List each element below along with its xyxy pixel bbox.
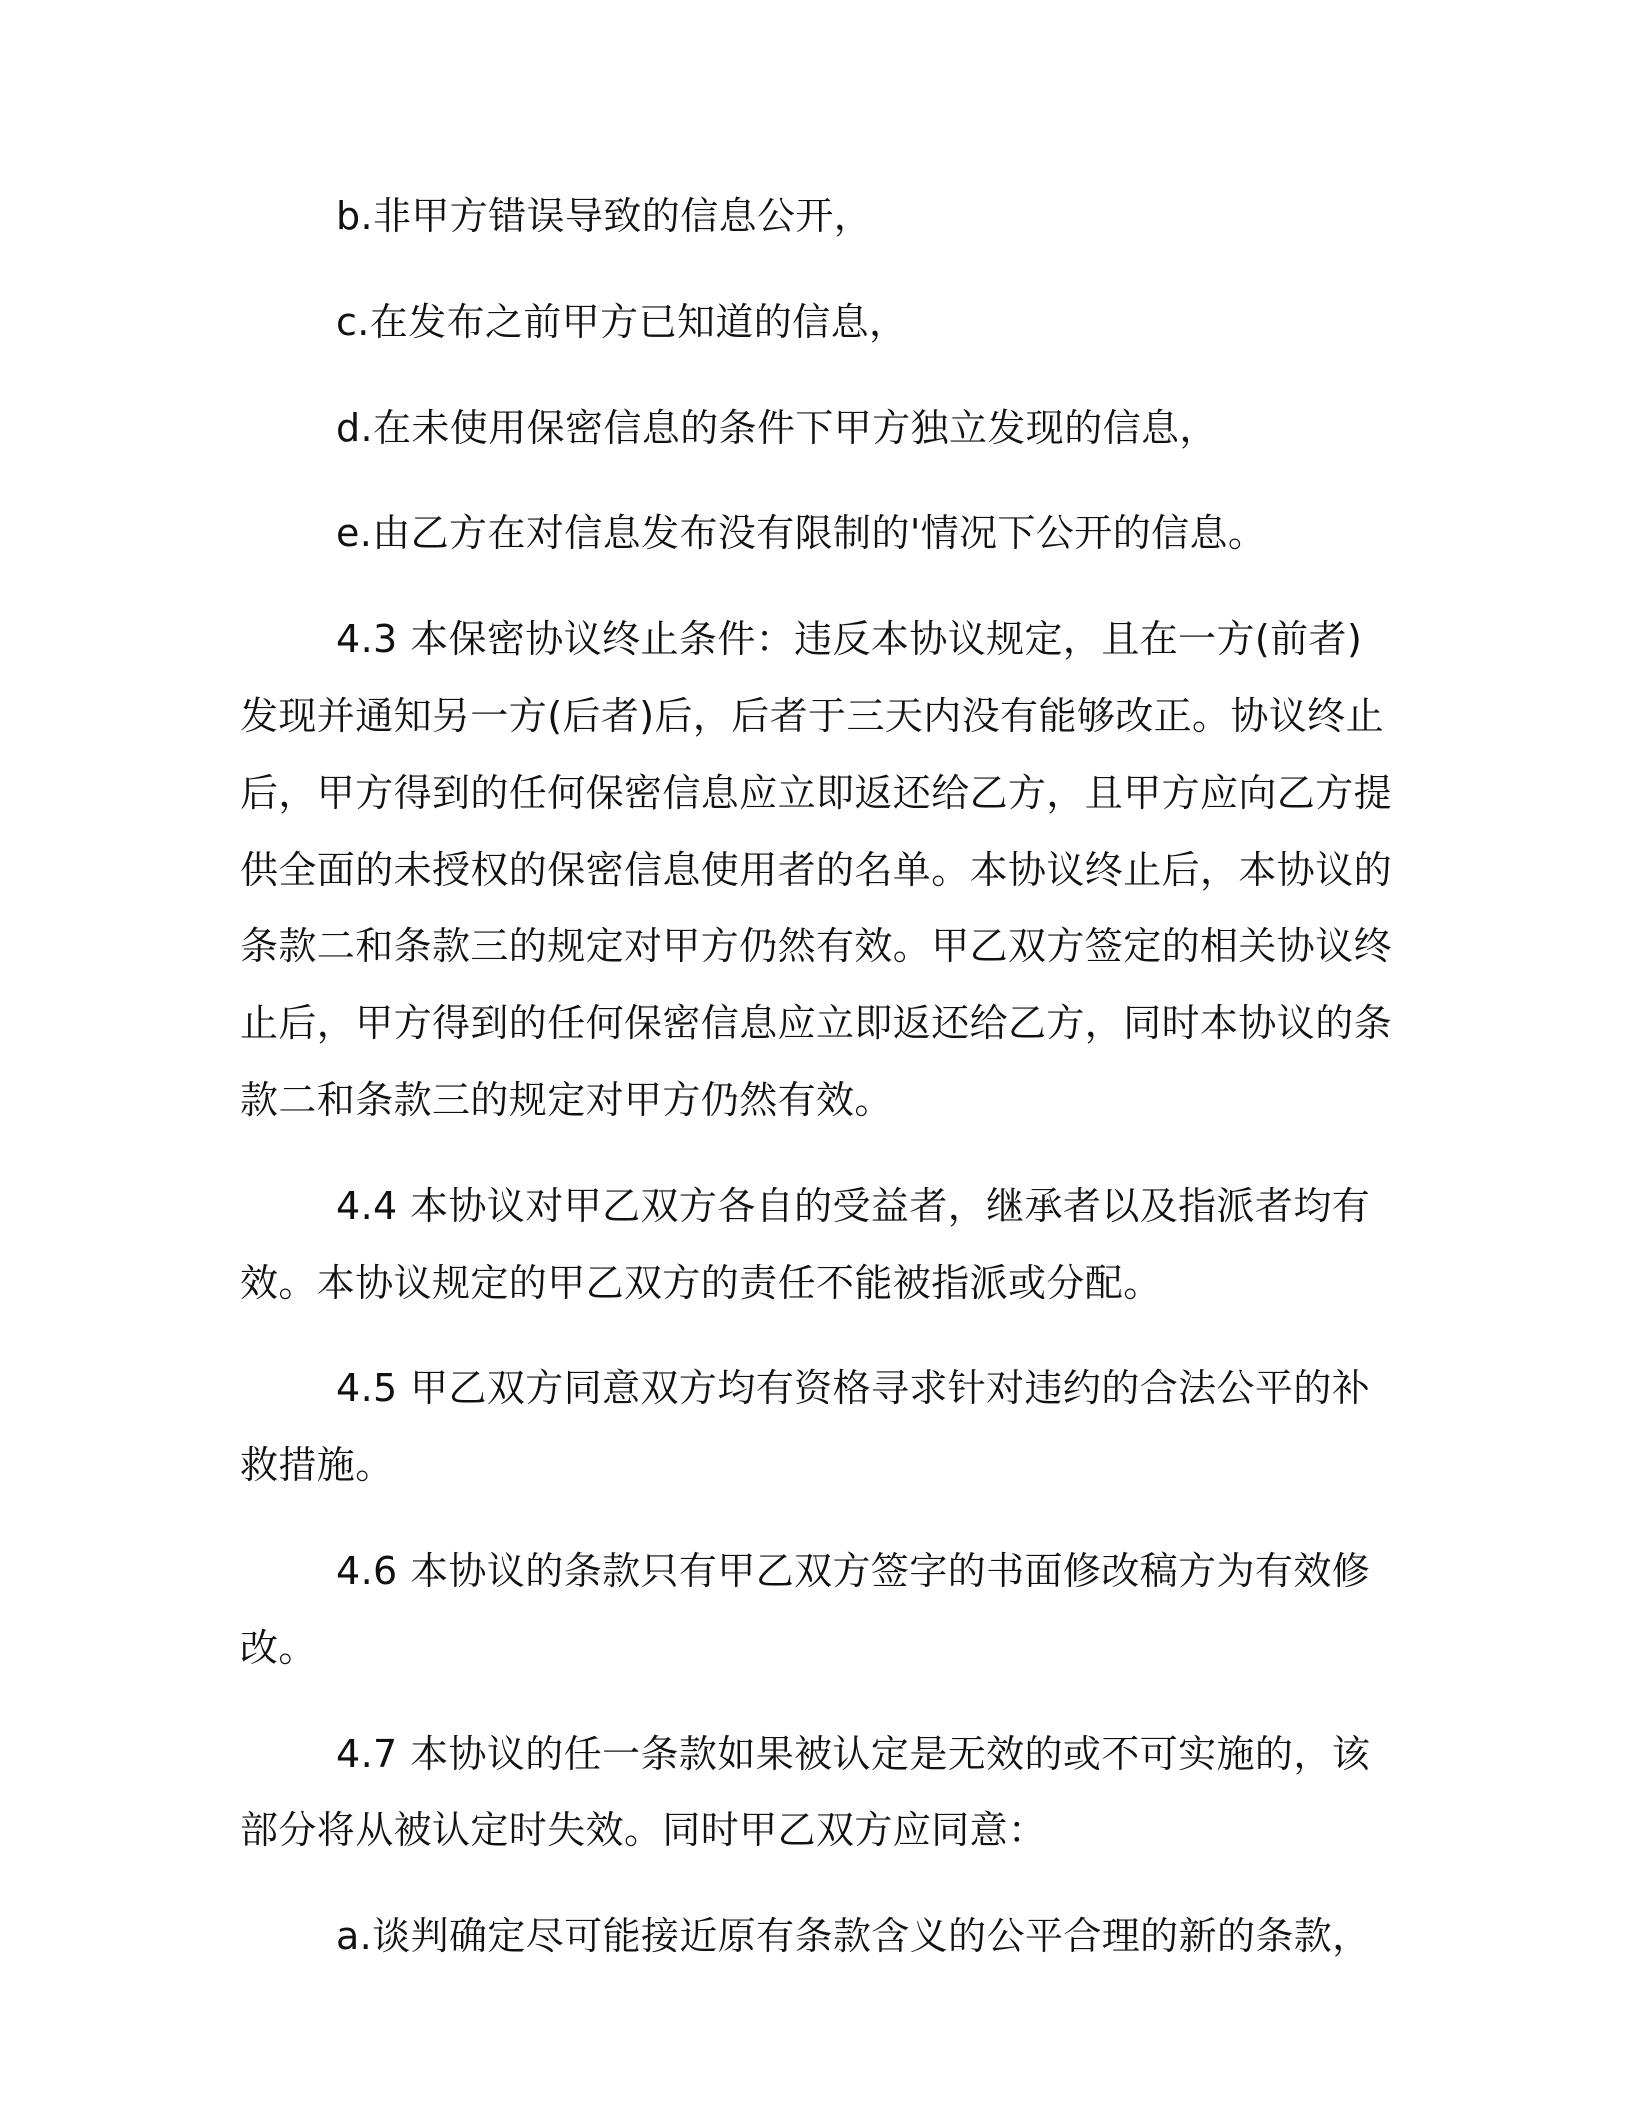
clause-d-paragraph: d.在未使用保密信息的条件下甲方独立发现的信息， [336,405,1218,450]
clause-b-paragraph: b.非甲方错误导致的信息公开， [336,194,873,238]
clause-4-7-paragraph: 4.7 本协议的任一条款如果被认定是无效的或不可实施的，该部分将从被认定时失效。同时甲乙双方应同意： [240,1731,1371,1853]
clause-e-paragraph: e.由乙方在对信息发布没有限制的'情况下公开的信息。 [336,511,1267,556]
clause-4-5-paragraph: 4.5 甲乙双方同意双方均有资格寻求针对违约的合法公平的补救措施。 [240,1366,1371,1488]
clause-a-paragraph: a.谈判确定尽可能接近原有条款含义的公平合理的新的条款， [336,1914,1371,1959]
clause-c-paragraph: c.在发布之前甲方已知道的信息， [336,299,908,344]
clause-4-4-paragraph: 4.4 本协议对甲乙双方各自的受益者，继承者以及指派者均有效。本协议规定的甲乙双方的责任不能被指派或分配。 [240,1183,1371,1305]
clause-4-3-paragraph: 4.3 本保密协议终止条件：违反本协议规定，且在一方(前者)发现并通知另一方(后者)后，后者于三天内没有能够改正。协议终止后，甲方得到的任何保密信息应立即返还给乙方，且甲方应向乙方提供全面的未授权的保密信息使用者的名单。本协议终止后，本协议的条款二和条款三的规定对甲方仍然有效。甲乙双方签定的相关协议终止后，甲方得到的任何保密信息应立即返还给乙方，同时本协议的条款二和条款三的规定对甲方仍然有效。 [240,617,1393,1122]
document-body [240,178,1395,1975]
clause-4-6-paragraph: 4.6 本协议的条款只有甲乙双方签字的书面修改稿方为有效修改。 [240,1548,1371,1670]
